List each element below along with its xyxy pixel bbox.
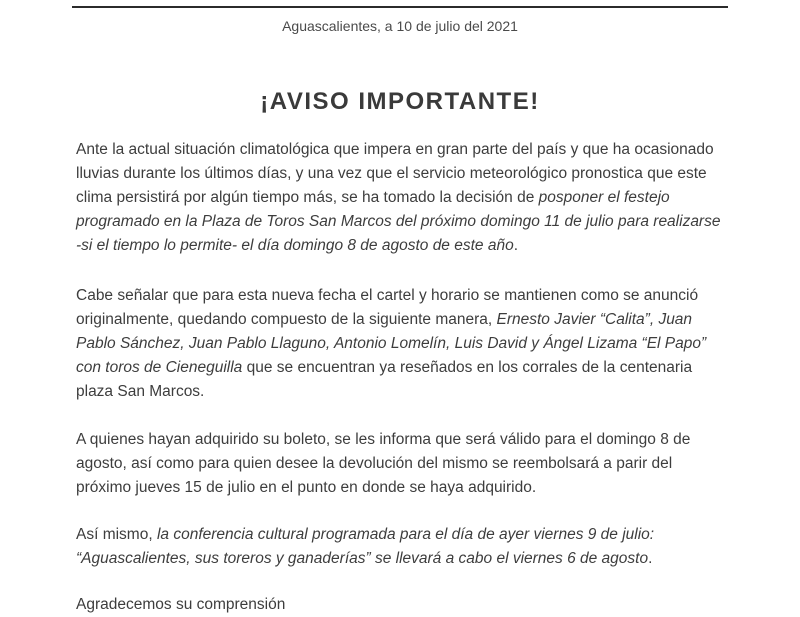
paragraph-text: Así mismo, — [76, 526, 157, 543]
paragraph-text: Cabe señalar que para esta nueva fecha el cartel y horario se mantienen como se anunció originalmente, quedando compuesto de la siguiente manera, — [76, 287, 699, 328]
paragraph-conference — [76, 523, 728, 571]
notice-title: ¡AVISO IMPORTANTE! — [260, 88, 540, 115]
paragraph-postponement — [76, 138, 728, 258]
paragraph-lineup — [76, 284, 728, 404]
paragraph-thanks: Agradecemos su comprensión — [76, 596, 286, 613]
paragraph-text: . — [513, 237, 519, 254]
paragraph-text: que se encuentran ya reseñados en los corrales de la centenaria plaza San Marcos. — [76, 359, 693, 400]
paragraph-emphasis: posponer el festejo programado en la Plaza de Toros San Marcos del próximo domingo 11 de julio para realizarse -si el tiempo lo permite- el día domingo 8 de agosto de este año — [76, 189, 721, 254]
paragraph-emphasis: la conferencia cultural programada para el día de ayer viernes 9 de julio: “Aguascalientes, sus toreros y ganaderías” se llevará a cabo el viernes 6 de agosto — [76, 526, 655, 567]
paragraph-emphasis: Ernesto Javier “Calita”, Juan Pablo Sánchez, Juan Pablo Llaguno, Antonio Lomelín, Luis David y Ángel Lizama “El Papo” con toros de Cieneguilla — [76, 311, 707, 376]
paragraph-text: Ante la actual situación climatológica que impera en gran parte del país y que ha ocasionado lluvias durante los últimos días, y una vez que el servicio meteorológico pronostica que este clima persistirá por algún tiempo más, se ha tomado la decisión de — [76, 141, 714, 206]
paragraph-text: . — [648, 550, 653, 567]
paragraph-tickets: A quienes hayan adquirido su boleto, se les informa que será válido para el domingo 8 de agosto, así como para quien desee la devolución del mismo se reembolsará a parir del próximo jueves 15 de julio en el punto en donde se haya adquirido. — [76, 431, 691, 496]
place-date: Aguascalientes, a 10 de julio del 2021 — [282, 18, 518, 34]
top-divider — [72, 6, 728, 8]
